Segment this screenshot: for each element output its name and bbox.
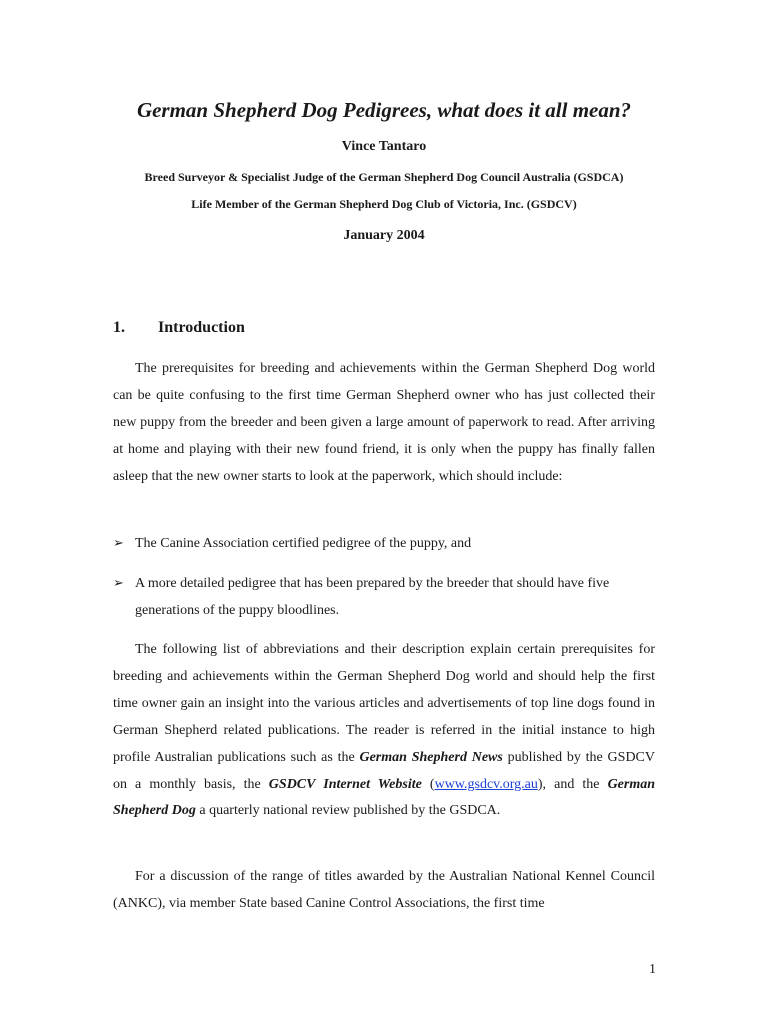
paragraph-text: The following list of abbreviations and their description explain certain prerequisites for breeding and achievements within the German Shepherd Dog world and should help the first time owner gain an insight into the various articles and advertisements of top line dogs found in German Shepherd related publications. The reader is referred in the initial instance to high profile Australian publications such as the: [113, 642, 655, 765]
section-number: 1.: [113, 319, 125, 336]
publication-name: German Shepherd Dog: [113, 776, 656, 819]
page-number: 1: [649, 962, 656, 977]
paragraph-text: ), and the: [537, 776, 608, 792]
publication-name: German Shepherd News: [359, 749, 503, 765]
intro-paragraph: The prerequisites for breeding and achievements within the German Shepherd Dog world can be quite confusing to the first time German Shepherd owner who has just collected their new puppy from the breeder and been given a large amount of paperwork to read. After arriving at home and playing with their new found friend, it is only when the puppy has finally fallen asleep that the new owner starts to look at the paperwork, which should include:: [113, 361, 655, 484]
paragraph-text: a quarterly national review published by the GSDCA.: [195, 803, 501, 819]
paragraph-text: published by the GSDCV on a monthly basis, the: [113, 749, 655, 792]
bullet-text: A more detailed pedigree that has been prepared by the breeder that should have five generations of the puppy bloodlines.: [135, 576, 610, 618]
section-title: Introduction: [158, 319, 245, 336]
paragraph-text: (: [421, 776, 435, 792]
bullet-item: [113, 571, 655, 625]
section-heading: [113, 319, 245, 337]
arrow-bullet-icon: ➢: [113, 536, 124, 551]
titles-paragraph: For a discussion of the range of titles awarded by the Australian National Kennel Council (ANKC), via member State based Canine Control Associations, the first time: [113, 869, 655, 911]
author-affiliation-gsdca: Breed Surveyor & Specialist Judge of the German Shepherd Dog Council Australia (GSDCA): [144, 170, 624, 184]
document-date: January 2004: [343, 228, 425, 243]
abbreviations-paragraph: [113, 637, 655, 825]
document-title: German Shepherd Dog Pedigrees, what does it all mean?: [136, 98, 632, 122]
bullet-text: The Canine Association certified pedigree of the puppy, and: [135, 536, 472, 551]
website-link[interactable]: www.gsdcv.org.au: [434, 776, 538, 792]
publication-name: GSDCV Internet Website: [268, 776, 422, 792]
author-affiliation-gsdcv: Life Member of the German Shepherd Dog Club of Victoria, Inc. (GSDCV): [191, 197, 577, 211]
arrow-bullet-icon: ➢: [113, 576, 124, 591]
bullet-item: [113, 531, 655, 558]
author-name: Vince Tantaro: [341, 139, 427, 154]
